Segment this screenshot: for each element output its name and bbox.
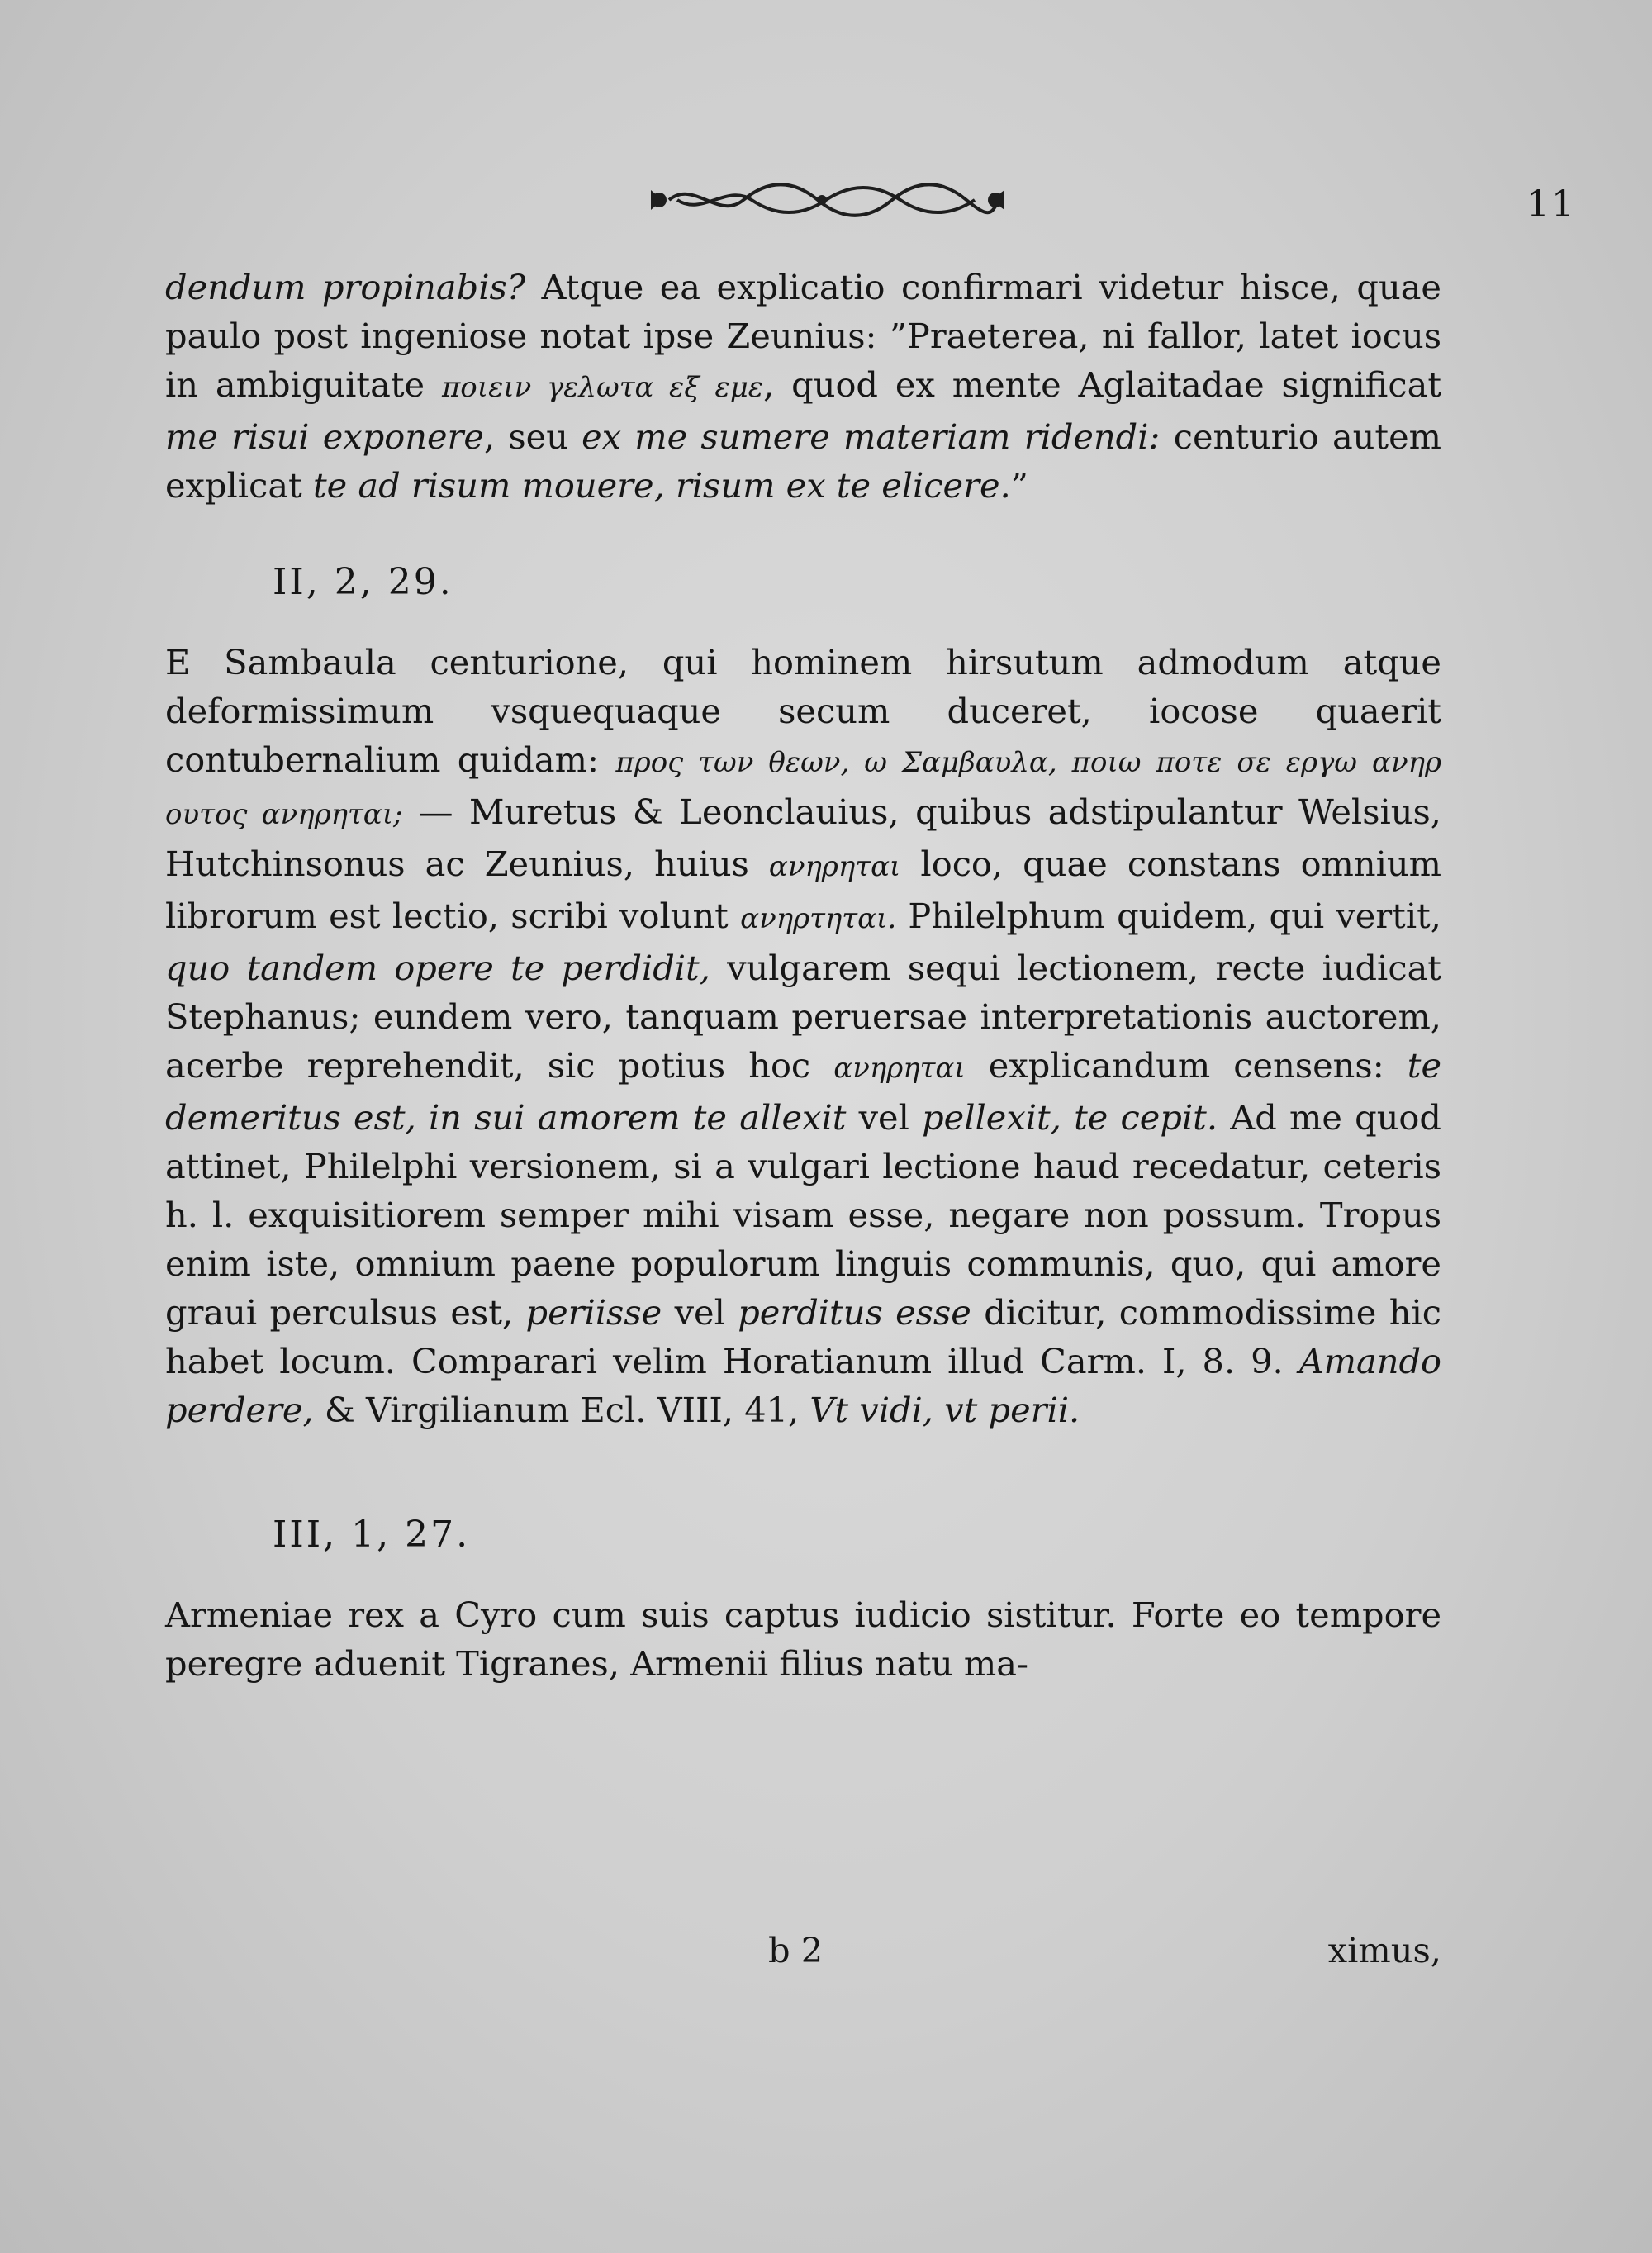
italic-phrase: me risui exponere [165, 416, 484, 457]
section-heading-ii-2-29: II, 2, 29. [273, 561, 453, 603]
text-run: vel [846, 1097, 923, 1138]
printers-ornament-icon [644, 175, 1008, 225]
text-run: , seu [483, 416, 582, 457]
greek-quotation: ποιειν γελωτα εξ εμε [441, 371, 764, 404]
text-run: vel [662, 1292, 738, 1333]
text-run: Ad me quod attinet, Philelphi versionem, si a vulgari lectione haud recedatur, ceteris h. l. exquisitiorem semper mihi visam esse, negare non possum. Tropus enim iste, omnium paene populorum linguis communis, quo, qui amore graui perculsus est, [165, 1097, 1441, 1333]
greek-quotation: προς των θεων, ω Σαμβαυλα, ποιω ποτε σε εργω ανηρ ουτος ανηρηται; [165, 746, 1441, 831]
text-run: dicitur, commodissime hic habet locum. Comparari velim Horatianum illud Carm. I, 8. 9. [165, 1292, 1441, 1381]
paragraph-armeniae [165, 1590, 1441, 1688]
italic-phrase: dendum propinabis? [165, 267, 526, 307]
section-heading-iii-1-27: III, 1, 27. [273, 1514, 471, 1556]
text-run: & Virgilianum Ecl. VIII, 41, [313, 1390, 810, 1430]
text-run: ” [1010, 465, 1028, 506]
paragraph-continuation [165, 263, 1441, 510]
italic-phrase: te ad risum mouere, risum ex te elicere. [312, 465, 1011, 506]
italic-phrase: Amando perdere, [165, 1341, 1441, 1430]
paragraph-sambaula [165, 638, 1441, 1434]
text-run: — Muretus & Leonclauius, quibus adstipulantur Welsius, Hutchinsonus ac Zeunius, huius [165, 791, 1441, 884]
text-run: explicandum censens: [965, 1045, 1408, 1086]
italic-phrase: te demeritus est, in sui amorem te allexit [165, 1045, 1442, 1138]
text-run: Philelphum quidem, qui vertit, [896, 896, 1441, 936]
italic-phrase: Vt vidi, vt perii. [809, 1390, 1080, 1430]
italic-phrase: pellexit, te cepit. [922, 1097, 1218, 1138]
page-number: 11 [1526, 183, 1576, 226]
page-footer [165, 1930, 1441, 1980]
greek-quotation: ανηρτηται. [740, 902, 897, 935]
text-run: centurio autem explicat [165, 416, 1442, 506]
text-run: loco, quae constans omnium librorum est lectio, scribi volunt [165, 844, 1441, 936]
italic-phrase: ex me sumere materiam ridendi: [582, 416, 1161, 457]
greek-quotation: ανηρηται [768, 850, 901, 883]
catchword: ximus, [1327, 1930, 1441, 1970]
text-run: E Sambaula centurione, qui hominem hirsutum admodum atque deformissimum vsquequaque secum duceret, iocose quaerit contubernalium quidam: [165, 642, 1441, 780]
italic-phrase: quo tandem opere te perdidit, [165, 948, 710, 988]
text-run: vulgarem sequi lectionem, recte iudicat Stephanus; eundem vero, tanquam peruersae interpretationis auctorem, acerbe reprehendit, sic potius hoc [165, 948, 1441, 1086]
signature-mark: b 2 [768, 1930, 824, 1970]
italic-phrase: periisse [525, 1292, 662, 1333]
text-run: Atque ea explicatio confirmari videtur hisce, quae paulo post ingeniose notat ipse Zeunius: ”Praeterea, ni fallor, latet iocus in ambiguitate [165, 267, 1441, 405]
text-run: Armeniae rex a Cyro cum suis captus iudicio sistitur. Forte eo tempore peregre aduenit Tigranes, Armenii filius natu ma- [165, 1595, 1441, 1684]
body-text [165, 263, 1441, 1688]
greek-quotation: ανηρηται [833, 1052, 966, 1085]
italic-phrase: perditus esse [738, 1292, 971, 1333]
text-run: , quod ex mente Aglaitadae significat [763, 364, 1442, 405]
